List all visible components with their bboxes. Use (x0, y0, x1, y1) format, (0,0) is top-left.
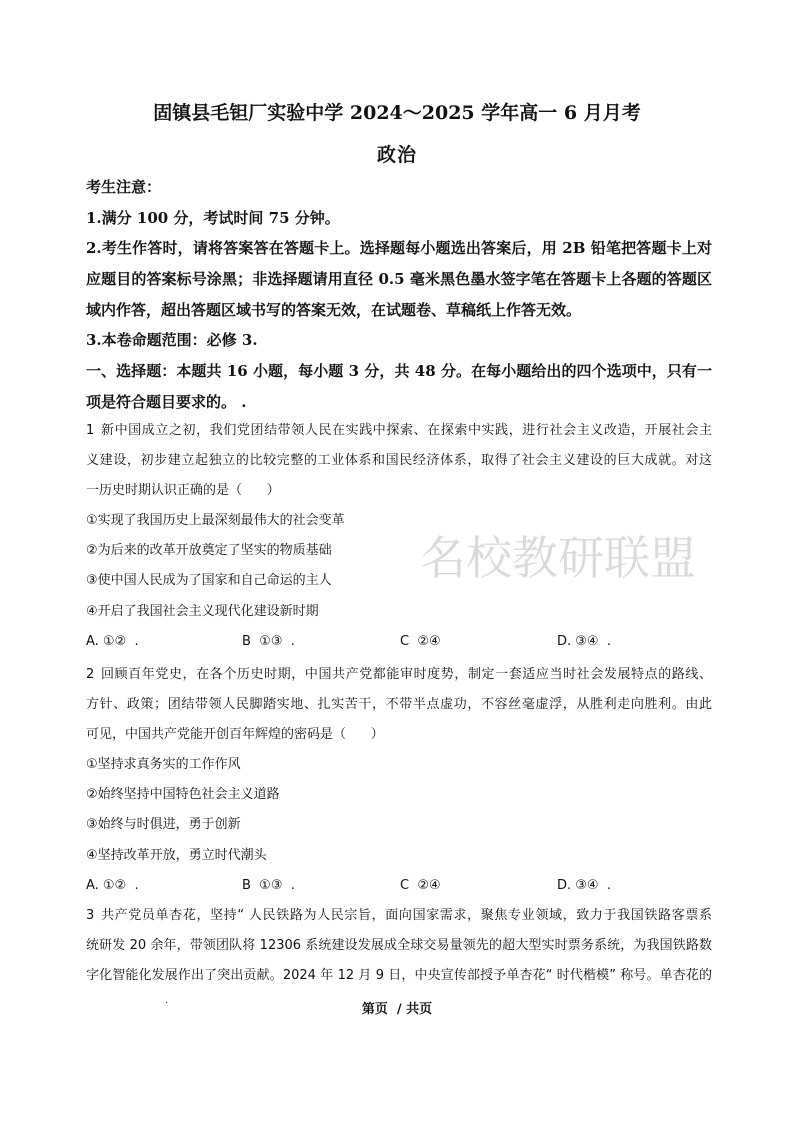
question-stem-line (86, 660, 712, 690)
question-stem-line (86, 901, 712, 931)
answer-options (86, 627, 712, 657)
question-number: 3 (86, 908, 95, 923)
watermark: 名校教研联盟 (420, 531, 696, 585)
option-a: A. ①② . (86, 633, 139, 649)
question-stem-line: 可见，中国共产党能开创百年辉煌的密码是（ ） (86, 727, 384, 743)
option-c: C ②④ (400, 633, 441, 649)
question-stem-line: 义建设，初步建立起独立的比较完整的工业体系和国民经济体系，取得了社会主义建设的巨大成就。对这 (86, 453, 712, 469)
question-stem-line (86, 416, 712, 446)
question-stem-line: 统研发 20 余年，带领团队将 12306 系统建设发展成全球交易量领先的超大型实时票务系统，为我国铁路数 (86, 938, 712, 954)
statement: ①坚持求真务实的工作作风 (86, 757, 241, 773)
option-d: D. ③④ . (557, 633, 611, 649)
notice-line: 应题目的答案标号涂黑；非选择题请用直径 0.5 毫米黑色墨水签字笔在答题卡上各题的答题区 (86, 270, 712, 289)
option-a: A. ①② . (86, 877, 139, 893)
option-b: B ①③ . (242, 877, 295, 893)
exam-title: 固镇县毛钽厂实验中学 2024～2025 学年高一 6 月月考 (153, 102, 641, 124)
section-instruction: 一、选择题：本题共 16 小题，每小题 3 分，共 48 分。在每小题给出的四个选项中，只有一 (86, 362, 712, 381)
exam-notice (86, 172, 712, 418)
question-stem-text: 回顾百年党史，在各个历史时期，中国共产党都能审时度势，制定一套适应当时社会发展特点的路线、 (101, 667, 712, 682)
notice-line: 域内作答，超出答题区域书写的答案无效，在试题卷、草稿纸上作答无效。 (86, 300, 582, 319)
section-instruction: 项是符合题目要求的。 . (86, 392, 247, 411)
question-stem-line: 方针、政策；团结带领人民脚踏实地、扎实苦干，不带半点虚功，不容丝毫虚浮，从胜利走向胜利。由此 (86, 697, 712, 713)
question-2 (86, 660, 712, 901)
footer-mark: . (165, 995, 169, 1006)
question-stem-text: 新中国成立之初，我们党团结带领人民在实践中探索、在探索中实践，进行社会主义改造，开展社会主 (101, 423, 712, 438)
page-number: 第页 / 共页 (361, 1002, 433, 1017)
question-1 (86, 416, 712, 657)
notice-line: 3.本卷命题范围：必修 3. (86, 331, 258, 350)
answer-options (86, 871, 712, 901)
statement: ④坚持改革开放，勇立时代潮头 (86, 847, 267, 863)
question-stem-line: 字化智能化发展作出了突出贡献。2024 年 12 月 9 日，中央宣传部授予单杏花“ 时代楷模” 称号。单杏花的 (86, 968, 712, 984)
question-3 (86, 901, 712, 991)
statement: ④开启了我国社会主义现代化建设新时期 (86, 603, 319, 619)
option-c: C ②④ (400, 877, 441, 893)
question-stem-line: 一历史时期认识正确的是（ ） (86, 483, 280, 499)
statement: ③始终与时俱进，勇于创新 (86, 817, 241, 833)
option-d: D. ③④ . (557, 877, 611, 893)
notice-heading: 考生注意： (86, 178, 162, 196)
statement: ③使中国人民成为了国家和自己命运的主人 (86, 573, 332, 589)
option-b: B ①③ . (242, 633, 295, 649)
question-stem-text: 共产党员单杏花，坚持“ 人民铁路为人民宗旨，面向国家需求，聚焦专业领域，致力于我国铁路客票系 (101, 908, 712, 923)
notice-line: 1.满分 100 分，考试时间 75 分钟。 (86, 208, 340, 227)
notice-line: 2.考生作答时，请将答案答在答题卡上。选择题每小题选出答案后，用 2B 铅笔把答题卡上对 (86, 239, 712, 258)
statement: ①实现了我国历史上最深刻最伟大的社会变革 (86, 513, 345, 529)
statement: ②为后来的改革开放奠定了坚实的物质基础 (86, 543, 332, 559)
question-number: 2 (86, 667, 95, 682)
statement: ②始终坚持中国特色社会主义道路 (86, 787, 280, 803)
exam-subject: 政治 (376, 144, 417, 166)
question-number: 1 (86, 423, 95, 438)
